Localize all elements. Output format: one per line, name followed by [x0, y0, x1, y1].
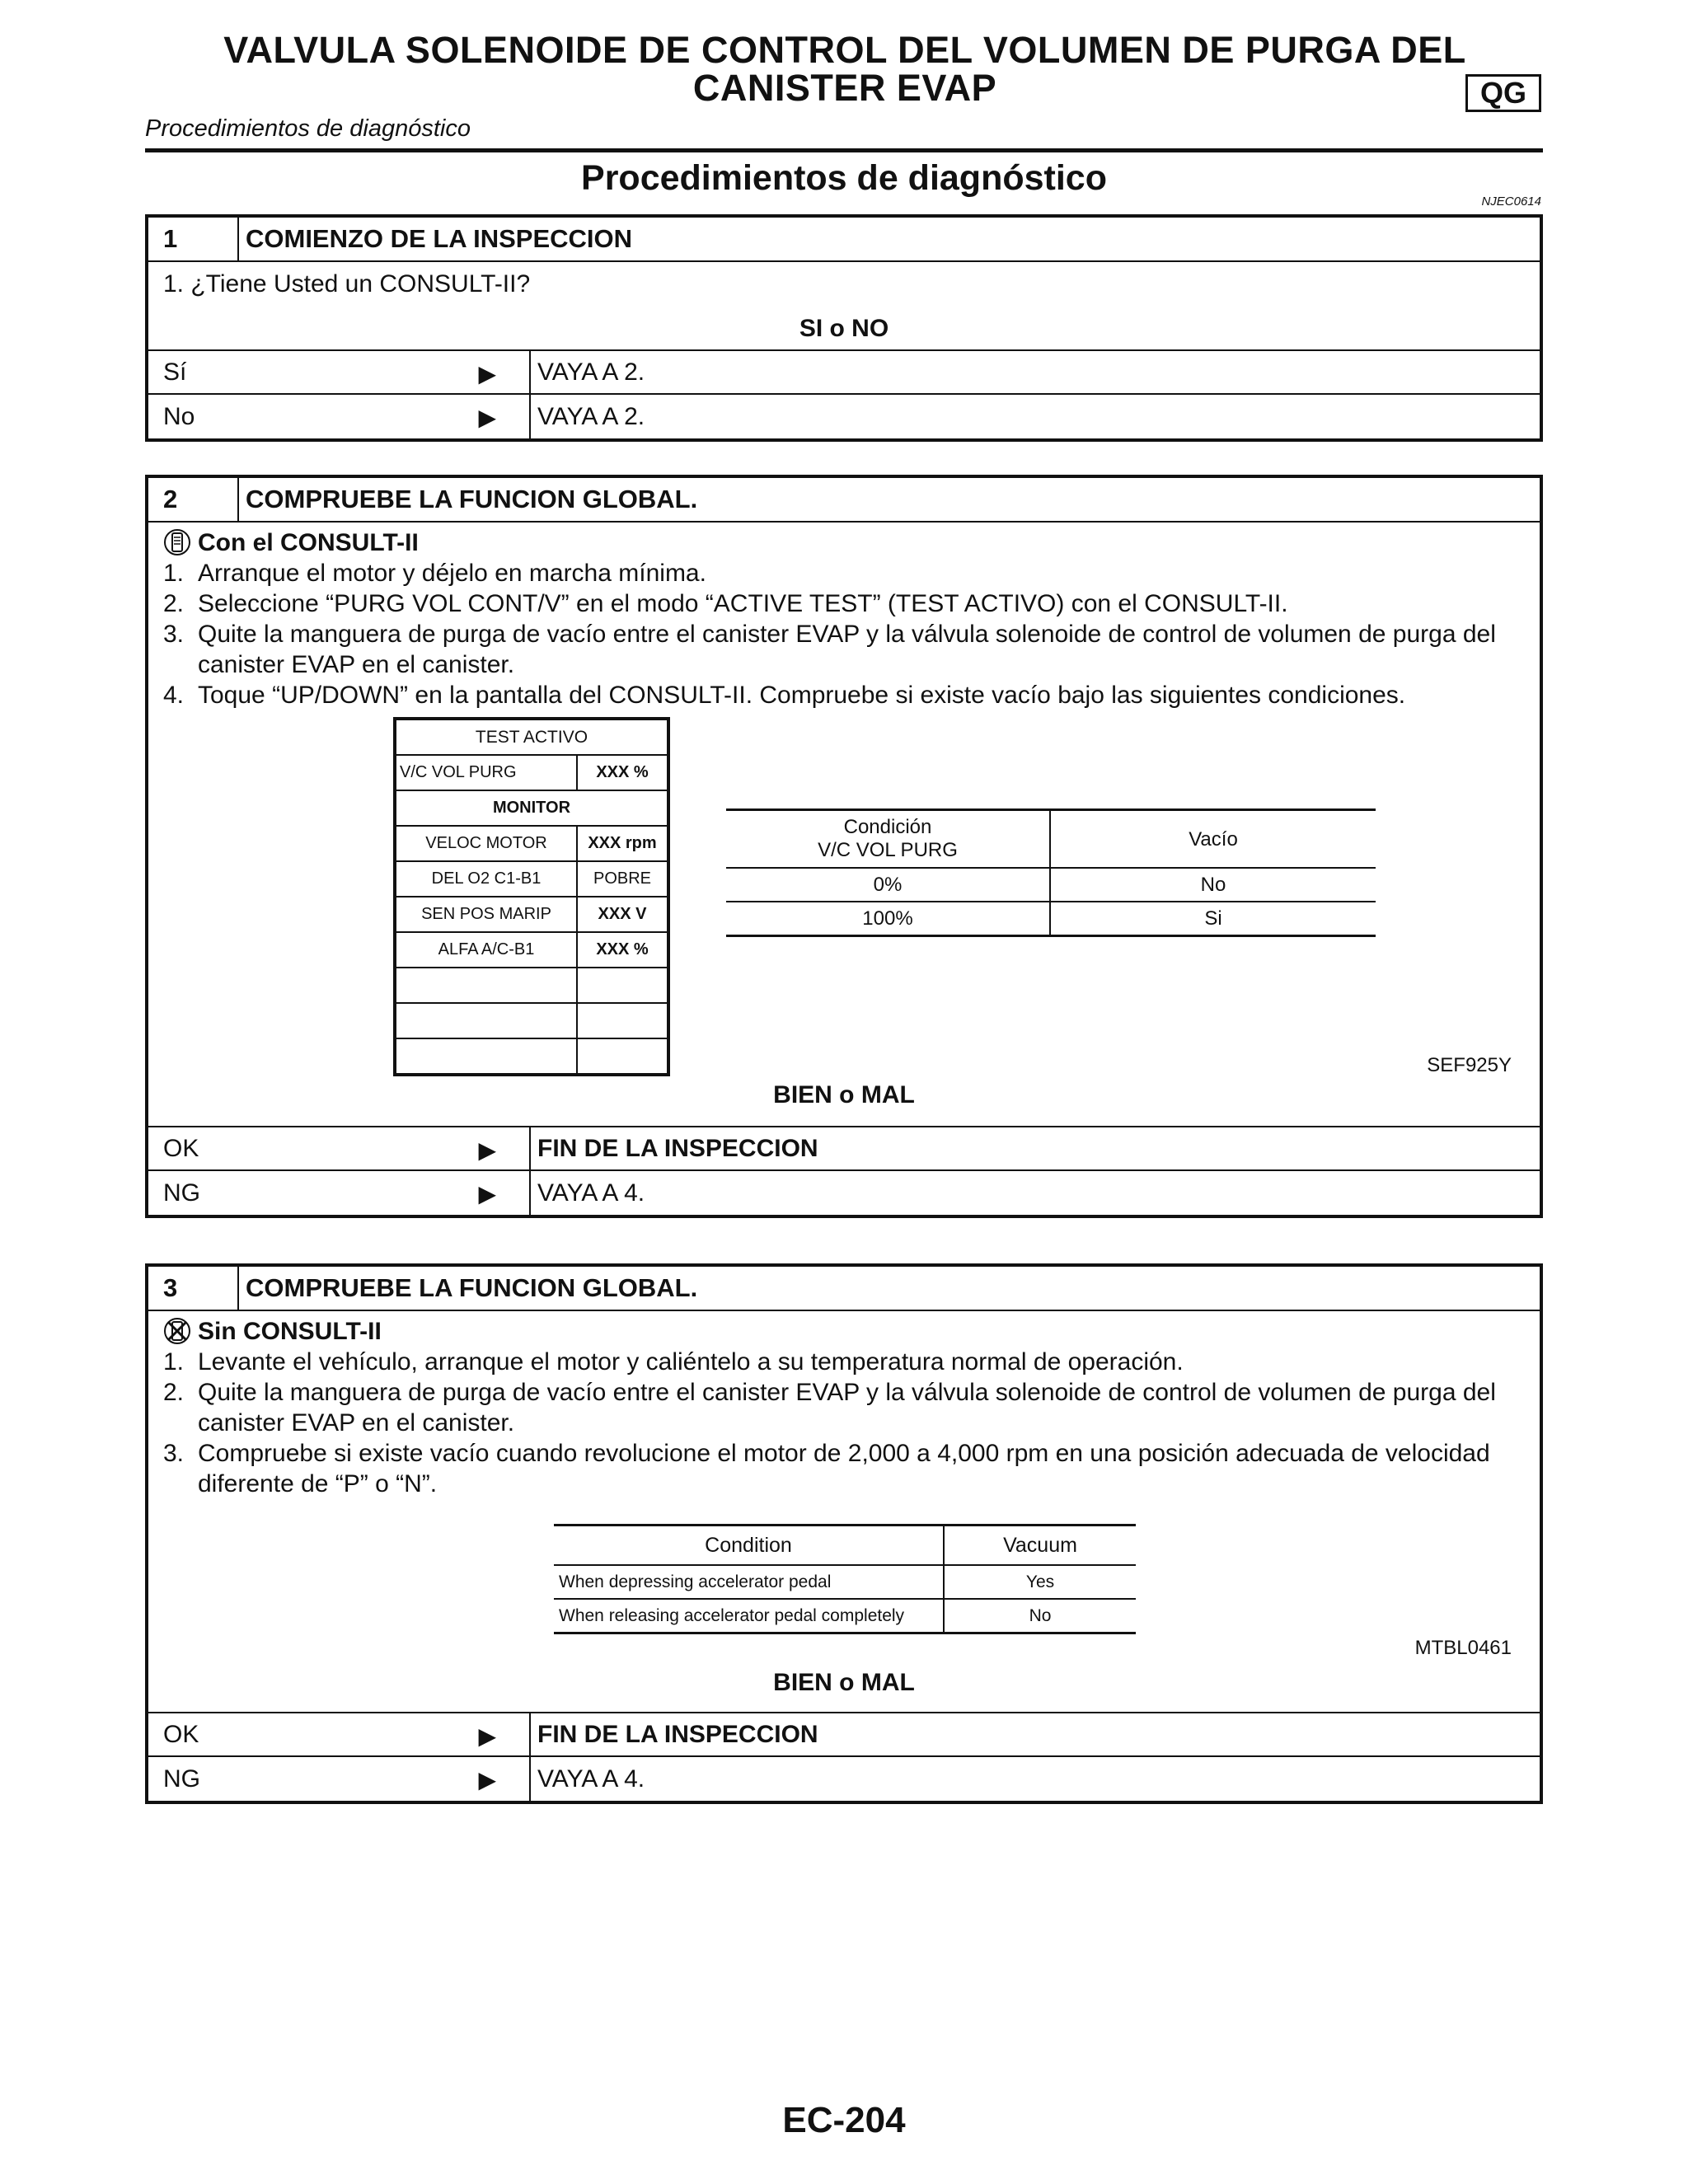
- page-number: EC-204: [782, 2100, 906, 2140]
- decision-prompt: BIEN o MAL: [773, 1081, 915, 1108]
- table-row: ALFA A/C-B1 XXX %: [395, 932, 668, 968]
- step-1-body: [148, 262, 1540, 351]
- mode-line: [163, 527, 1525, 558]
- step-3-box: [145, 1263, 1543, 1804]
- consult-tool-icon: [163, 528, 191, 556]
- table-row: When depressing accelerator pedal Yes: [554, 1565, 1136, 1599]
- step-3-body: [148, 1311, 1540, 1713]
- vacuum-condition-table: [554, 1524, 1136, 1634]
- step-1-box: [145, 214, 1543, 442]
- question-text: 1. ¿Tiene Usted un CONSULT-II?: [163, 270, 531, 298]
- condition-header: Condition: [554, 1526, 944, 1566]
- arrow-right-icon: ▶: [478, 1767, 496, 1793]
- answer-label: NG: [163, 1179, 200, 1207]
- table-row: When releasing accelerator pedal completely No: [554, 1599, 1136, 1633]
- figure-code: SEF925Y: [1427, 1054, 1512, 1076]
- figure-code: MTBL0461: [1414, 1637, 1512, 1659]
- answer-action: VAYA A 2.: [537, 358, 645, 386]
- title-line-1: VALVULA SOLENOIDE DE CONTROL DEL VOLUMEN DE PURGA DEL: [223, 29, 1466, 71]
- list-item: 1. Levante el vehículo, arranque el motor y caliéntelo a su temperatura normal de operación.: [163, 1348, 1184, 1376]
- instruction-list: [163, 1347, 1525, 1499]
- active-value: XXX %: [577, 755, 668, 790]
- answer-label: No: [163, 402, 195, 430]
- condition-vacuum-table: [726, 808, 1376, 937]
- step-3-header: [148, 1267, 1540, 1311]
- figure-mtbl0461: [163, 1502, 1525, 1664]
- list-item: 3. Compruebe si existe vacío cuando revolucione el motor de 2,000 a 4,000 rpm en una posición adecuada de velocidad diferente de “P” o “N”.: [163, 1440, 1490, 1497]
- table-row: 100% Si: [726, 902, 1376, 936]
- instruction-list: [163, 558, 1525, 710]
- table-row: SEN POS MARIP XXX V: [395, 897, 668, 932]
- subheading: Procedimientos de diagnóstico: [145, 115, 471, 142]
- answer-action: FIN DE LA INSPECCION: [537, 1134, 818, 1162]
- decision-prompt: SI o NO: [799, 315, 889, 342]
- list-item: 2. Seleccione “PURG VOL CONT/V” en el modo “ACTIVE TEST” (TEST ACTIVO) con el CONSULT-II.: [163, 590, 1288, 617]
- mode-line: [163, 1316, 1525, 1347]
- step-title: COMIENZO DE LA INSPECCION: [246, 224, 633, 253]
- step-number: 1: [148, 218, 239, 260]
- table-row: DEL O2 C1-B1 POBRE: [395, 861, 668, 897]
- arrow-right-icon: ▶: [478, 1181, 496, 1207]
- section-code: NJEC0614: [1481, 194, 1541, 209]
- table-row: VELOC MOTOR XXX rpm: [395, 826, 668, 861]
- answer-label: NG: [163, 1765, 200, 1793]
- answer-row: [148, 1171, 1540, 1215]
- answer-action: VAYA A 4.: [537, 1765, 645, 1793]
- engine-badge: QG: [1465, 74, 1541, 112]
- answer-label: OK: [163, 1134, 199, 1162]
- answer-row: [148, 1713, 1540, 1757]
- step-1-header: [148, 218, 1540, 262]
- step-number: 2: [148, 478, 239, 521]
- list-item: 3. Quite la manguera de purga de vacío entre el canister EVAP y la válvula solenoide de control de volumen de purga del canister EVAP en el canister.: [163, 621, 1496, 678]
- list-item: 1. Arranque el motor y déjelo en marcha mínima.: [163, 560, 706, 587]
- table-row: 0% No: [726, 868, 1376, 902]
- arrow-right-icon: ▶: [478, 405, 496, 430]
- step-2-body: [148, 523, 1540, 1127]
- step-title: COMPRUEBE LA FUNCION GLOBAL.: [246, 485, 698, 513]
- active-item: V/C VOL PURG: [395, 755, 577, 790]
- screen-header: TEST ACTIVO: [395, 719, 668, 755]
- answer-action: FIN DE LA INSPECCION: [537, 1720, 818, 1748]
- decision-prompt: BIEN o MAL: [773, 1669, 915, 1696]
- title-line-2: CANISTER EVAP: [692, 67, 997, 109]
- header-rule: [145, 148, 1543, 152]
- step-title: COMPRUEBE LA FUNCION GLOBAL.: [246, 1273, 698, 1302]
- answer-action: VAYA A 2.: [537, 402, 645, 430]
- answer-row: [148, 351, 1540, 395]
- page-title: [165, 31, 1525, 107]
- monitor-header: MONITOR: [395, 790, 668, 826]
- list-item: 4. Toque “UP/DOWN” en la pantalla del CONSULT-II. Compruebe si existe vacío bajo las siguientes condiciones.: [163, 682, 1406, 709]
- answer-row: [148, 395, 1540, 438]
- answer-action: VAYA A 4.: [537, 1179, 645, 1207]
- step-number: 3: [148, 1267, 239, 1310]
- step-2-header: [148, 478, 1540, 523]
- section-title: Procedimientos de diagnóstico: [581, 158, 1107, 198]
- mode-label: Con el CONSULT-II: [198, 529, 419, 556]
- answer-label: Sí: [163, 358, 187, 386]
- arrow-right-icon: ▶: [478, 1723, 496, 1749]
- arrow-right-icon: ▶: [478, 361, 496, 387]
- condition-header: Condición V/C VOL PURG: [726, 810, 1050, 869]
- answer-label: OK: [163, 1720, 199, 1748]
- answer-row: [148, 1757, 1540, 1801]
- list-item: 2. Quite la manguera de purga de vacío entre el canister EVAP y la válvula solenoide de control de volumen de purga del canister EVAP en el canister.: [163, 1379, 1496, 1436]
- figure-sef925y: [163, 717, 1525, 1076]
- answer-row: [148, 1127, 1540, 1171]
- consult-screen-table: [393, 717, 670, 1076]
- step-2-box: [145, 475, 1543, 1218]
- mode-label: Sin CONSULT-II: [198, 1318, 382, 1345]
- arrow-right-icon: ▶: [478, 1137, 496, 1163]
- no-consult-icon: [163, 1317, 191, 1345]
- vacuum-header: Vacío: [1050, 810, 1376, 869]
- vacuum-header: Vacuum: [944, 1526, 1136, 1566]
